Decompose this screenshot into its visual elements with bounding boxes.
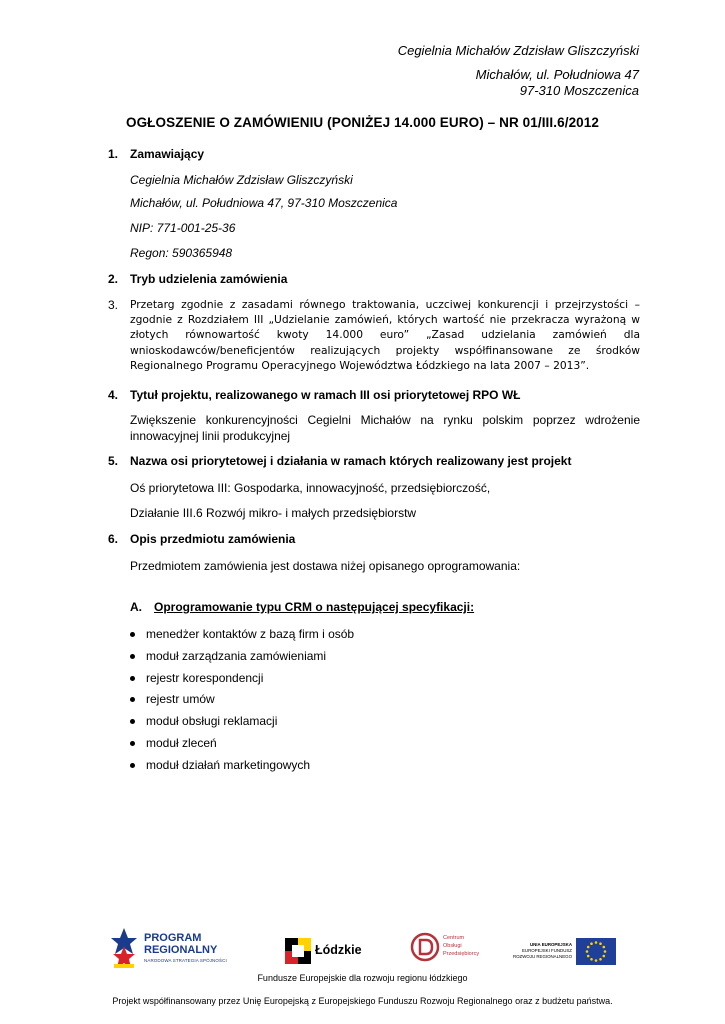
- subsection-a: [130, 600, 474, 614]
- section-1-regon: Regon: 590365948: [130, 246, 233, 260]
- section-3-number: 3.: [108, 298, 119, 312]
- bullet-icon: [130, 763, 135, 768]
- cop-line-2: Obsługi: [443, 943, 462, 949]
- footer-logos: [0, 926, 725, 972]
- section-4-number: 4.: [108, 388, 119, 402]
- subsection-a-title: Oprogramowanie typu CRM o następującej specyfikacji:: [154, 600, 475, 614]
- cop-logo: [410, 932, 485, 968]
- eu-flag-icon: [576, 938, 616, 965]
- list-item: rejestr umów: [130, 692, 354, 714]
- lodzkie-icon: [285, 938, 311, 964]
- eu-line-1: UNIA EUROPEJSKA: [529, 942, 572, 947]
- section-1-number: 1.: [108, 147, 119, 161]
- section-2-number: 2.: [108, 272, 119, 286]
- section-4-title: Tytuł projektu, realizowanego w ramach III osi priorytetowej RPO WŁ: [130, 388, 521, 402]
- bullet-icon: [130, 676, 135, 681]
- eu-line-3: ROZWOJU REGIONALNEGO: [512, 954, 572, 959]
- bullet-icon: [130, 741, 135, 746]
- subsection-a-letter: A.: [130, 600, 142, 614]
- section-2-title: Tryb udzielenia zamówienia: [130, 272, 288, 286]
- section-5-line-1: Oś priorytetowa III: Gospodarka, innowacyjność, przedsiębiorczość,: [130, 481, 491, 495]
- header-street: Michałów, ul. Południowa 47: [475, 67, 639, 82]
- eu-logo: [512, 938, 616, 966]
- header-city: 97-310 Moszczenica: [519, 83, 639, 98]
- program-line-2: REGIONALNY: [144, 944, 218, 956]
- program-line-3: NARODOWA STRATEGIA SPÓJNOŚCI: [144, 958, 227, 963]
- lodzkie-logo: [285, 938, 365, 968]
- header-company: Cegielnia Michałów Zdzisław Gliszczyński: [397, 43, 639, 58]
- list-item: moduł zleceń: [130, 736, 354, 758]
- section-6-intro: Przedmiotem zamówienia jest dostawa niżej opisanego oprogramowania:: [130, 559, 521, 573]
- eu-line-2: EUROPEJSKI FUNDUSZ: [521, 948, 572, 953]
- section-5-title: Nazwa osi priorytetowej i działania w ramach których realizowany jest projekt: [130, 454, 572, 468]
- bullet-icon: [130, 654, 135, 659]
- list-item: moduł działań marketingowych: [130, 758, 354, 780]
- section-6-number: 6.: [108, 532, 119, 546]
- page-title: OGŁOSZENIE O ZAMÓWIENIU (PONIŻEJ 14.000 EURO) – NR 01/III.6/2012: [125, 115, 600, 130]
- footer-fund-text: Fundusze Europejskie dla rozwoju regionu łódzkiego: [257, 973, 468, 983]
- cop-icon: [410, 932, 440, 962]
- bullet-icon: [130, 697, 135, 702]
- list-item: moduł zarządzania zamówieniami: [130, 649, 354, 671]
- section-1-nip: NIP: 771-001-25-36: [130, 221, 236, 235]
- cop-line-1: Centrum: [443, 935, 465, 941]
- list-item: rejestr korespondencji: [130, 671, 354, 693]
- section-5-number: 5.: [108, 454, 119, 468]
- program-regionalny-icon: [111, 928, 137, 970]
- section-1-address: Michałów, ul. Południowa 47, 97-310 Moszczenica: [130, 196, 398, 210]
- section-4-text: Zwiększenie konkurencyjności Cegielni Michałów na rynku polskim poprzez wdrożenie innowacyjnej linii produkcyjnej: [130, 413, 640, 443]
- list-item: menedżer kontaktów z bazą firm i osób: [130, 627, 354, 649]
- section-3-text: Przetarg zgodnie z zasadami równego traktowania, uczciwej konkurencji i przejrzystości – zgodnie z Rozdziałem III „Udzielanie zamówień, których wartość nie przekracza wyrażoną w złotych równowartość kwoty 14.000 euro” „Zasad udzielania zamówień dla wnioskodawców/beneficjentów realizujących projekty współfinansowane ze środków Regionalnego Programu Operacyjnego Województwa Łódzkiego na lata 2007 – 2013”.: [130, 298, 640, 372]
- lodzkie-text: Łódzkie: [315, 943, 362, 957]
- section-5-line-2: Działanie III.6 Rozwój mikro- i małych przedsiębiorstw: [130, 506, 417, 520]
- cop-line-3: Przedsiębiorcy: [443, 951, 480, 957]
- bullet-icon: [130, 632, 135, 637]
- section-1-title: Zamawiający: [130, 147, 205, 161]
- list-item: moduł obsługi reklamacji: [130, 714, 354, 736]
- section-1-company: Cegielnia Michałów Zdzisław Gliszczyński: [130, 173, 353, 187]
- crm-spec-list: [130, 627, 354, 780]
- program-line-1: PROGRAM: [144, 932, 202, 944]
- footer-project-text: Projekt współfinansowany przez Unię Europejską z Europejskiego Funduszu Rozwoju Regionalnego oraz z budżetu państwa.: [112, 996, 613, 1006]
- bullet-icon: [130, 719, 135, 724]
- section-6-title: Opis przedmiotu zamówienia: [130, 532, 296, 546]
- program-regionalny-logo: [111, 928, 241, 972]
